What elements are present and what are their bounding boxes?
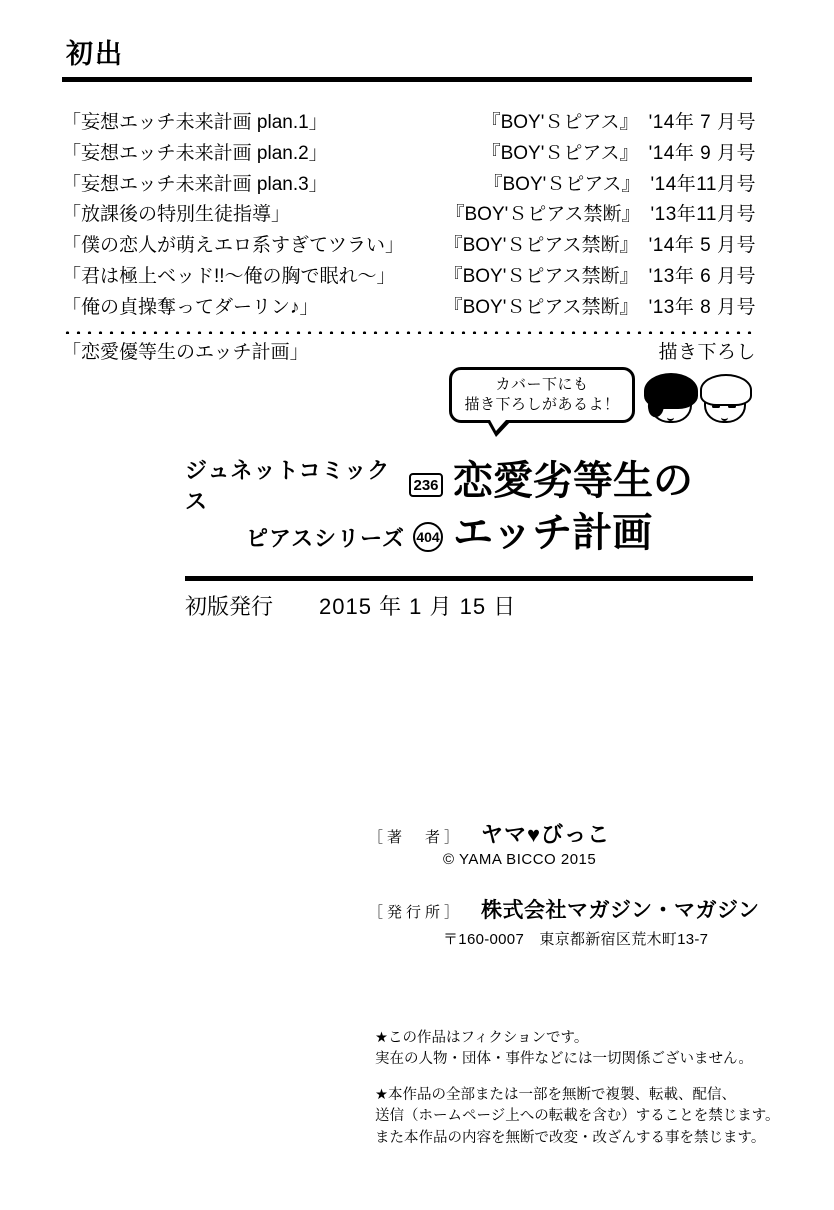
table-row [62,139,756,170]
speech-bubble-line-2: 描き下ろしがあるよ！ [464,396,620,413]
table-row [62,200,756,231]
series-number-badge: 404 [413,522,443,552]
work-title: 「俺の貞操奪ってダーリン♪」 [62,296,319,318]
work-title: 「君は極上ベッド!!〜俺の胸で眠れ〜」 [62,265,396,287]
magazine-name: 『BOY'Ｓピアス禁断』 [443,235,639,257]
magazine-name: 『BOY'Ｓピアス禁断』 [443,296,639,318]
magazine-name: 『BOY'Ｓピアス』 [481,112,639,133]
issue-label: '13年11月号 [650,204,756,226]
eye-icon [658,405,666,408]
notice-line: ★この作品はフィクションです。 [375,1030,589,1046]
notice-line: また本作品の内容を無断で改変・改ざんする事を禁じます。 [375,1129,766,1146]
colophon-block [368,818,788,949]
imprint-row-2 [185,511,443,563]
issue-label: '14年 5 月号 [648,235,756,257]
notice-line: ★本作品の全部または一部を無断で複製、転載、配信、 [375,1086,736,1103]
title-block [185,455,753,575]
copyright-text: © YAMA BICCO 2015 [443,851,597,868]
edition-label: 初版発行 [185,594,274,619]
magazine-name: 『BOY'Ｓピアス禁断』 [443,265,639,287]
book-title-line-1: 恋愛劣等生の [453,459,693,503]
table-row [62,231,756,262]
character-head-light-icon [698,373,754,425]
table-row [62,262,756,293]
issue-label: '14年 9 月号 [648,142,756,164]
character-head-dark-icon [644,373,700,425]
magazine-name: 『BOY'Ｓピアス』 [483,173,641,195]
table-row [62,338,756,369]
title-divider [185,576,753,581]
work-title: 「僕の恋人が萌えエロ系すぎてツラい」 [62,235,405,257]
book-title [453,455,753,559]
publisher-name: 株式会社マガジン・マガジン [481,899,760,922]
imprint-labels [185,459,443,563]
table-row [62,293,756,324]
work-title: 「放課後の特別生徒指導」 [62,204,291,226]
notice-line: 実在の人物・団体・事件などには一切関係ございません。 [375,1051,753,1068]
page-title: 初出 [66,39,124,69]
author-label: ［著 者］ [368,829,464,846]
eye-icon [728,405,736,408]
eye-icon [674,405,682,408]
author-row [368,818,788,849]
work-title: 「妄想エッチ未来計画 plan.2」 [62,142,328,164]
publisher-row [368,894,788,924]
work-title: 「妄想エッチ未来計画 plan.3」 [62,173,328,195]
hair-shape [700,374,752,406]
mouth-icon [667,414,674,421]
illustration-note [449,367,769,439]
table-row [62,170,756,201]
mouth-icon [721,414,728,421]
page-header [62,40,752,82]
header-divider [62,77,752,82]
speech-bubble-line-1: カバー下にも [495,375,589,393]
table-row [62,108,756,139]
work-title: 「妄想エッチ未来計画 plan.1」 [62,112,328,133]
imprint-row-1 [185,458,443,514]
magazine-name: 『BOY'Ｓピアス』 [481,142,639,164]
publisher-block [368,894,788,949]
imprint-name: ジュネットコミックス [185,458,391,514]
speech-bubble-tail [487,421,511,437]
eye-icon [712,405,720,408]
issue-label: '13年 6 月号 [648,265,756,287]
magazine-name: 『BOY'Ｓピアス禁断』 [445,204,641,226]
first-publication-list [62,108,756,369]
author-name: ヤマ♥びっこ [481,822,611,847]
issue-label: '14年11月号 [650,173,756,195]
issue-label: '14年 7 月号 [648,112,756,133]
speech-bubble [449,367,635,423]
fiction-notice [375,1028,805,1071]
publisher-label: ［発行所］ [368,904,464,921]
dotted-divider [62,330,756,334]
imprint-number-badge: 236 [409,473,443,497]
publication-date: 2015 年 1 月 15 日 [319,594,517,619]
book-title-line-2: エッチ計画 [453,511,653,555]
publication-line [185,590,753,621]
newly-drawn-note: 描き下ろし [658,342,756,364]
series-name: ピアスシリーズ [245,525,405,551]
hair-shape [644,373,698,409]
publisher-address: 〒160-0007 東京都新宿区荒木町13-7 [443,931,709,948]
copyright-notice [375,1085,805,1149]
work-title: 「恋愛優等生のエッチ計画」 [62,342,309,364]
notice-line: 送信（ホームページ上への転載を含む）することを禁じます。 [375,1108,780,1125]
issue-label: '13年 8 月号 [648,296,756,318]
legal-notices [375,1028,805,1149]
